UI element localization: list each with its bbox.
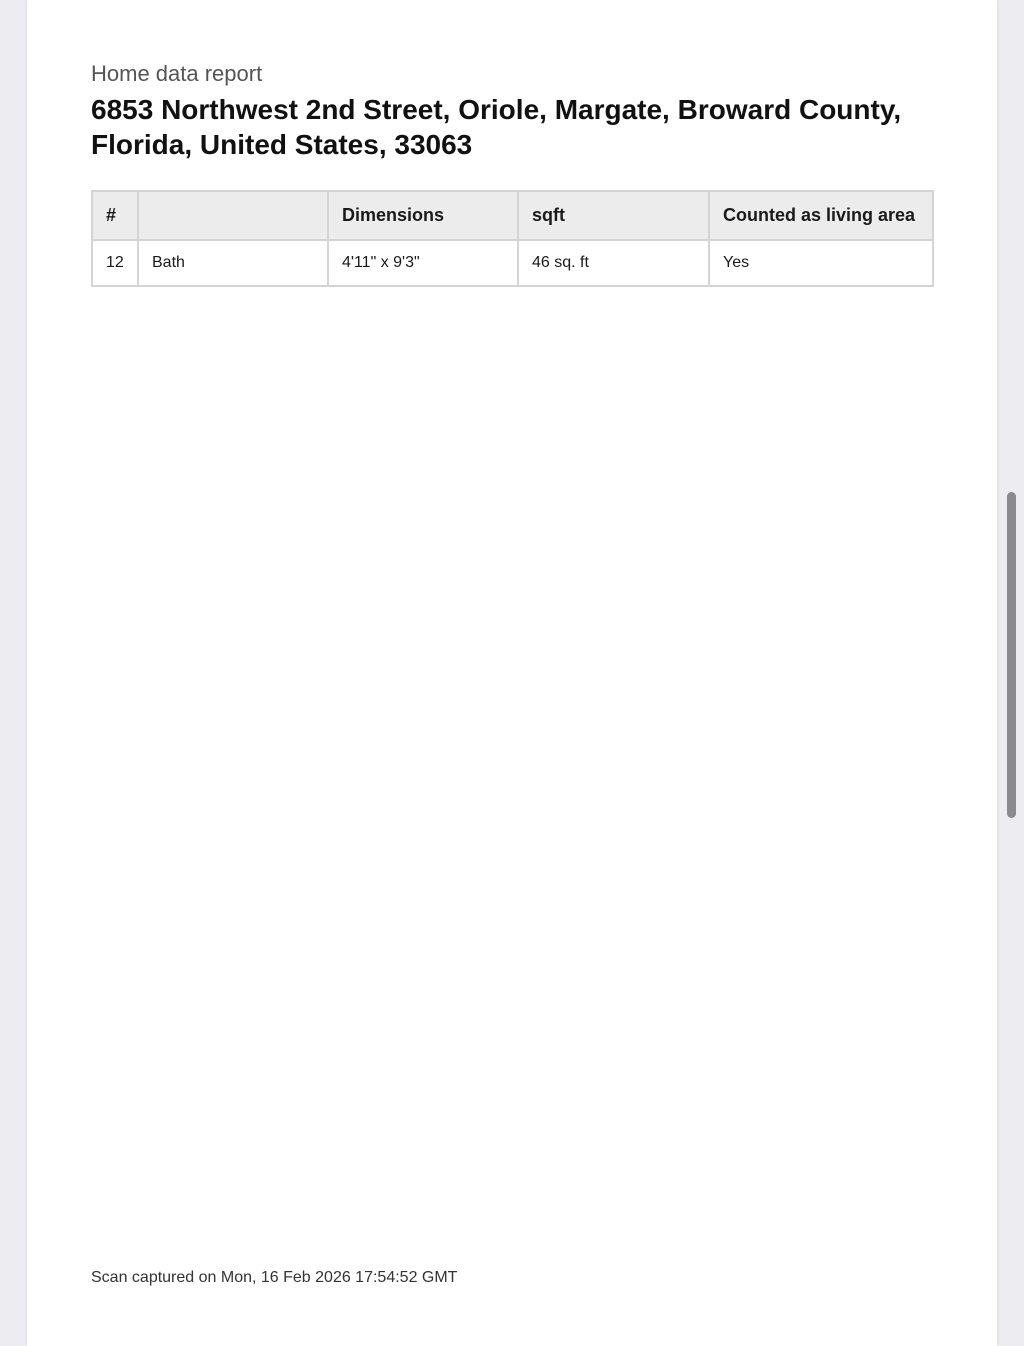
room-table bbox=[91, 190, 934, 287]
table-row bbox=[92, 240, 933, 286]
scrollbar-thumb[interactable] bbox=[1007, 492, 1016, 818]
header-dimensions: Dimensions bbox=[328, 191, 518, 240]
header-living-area: Counted as living area bbox=[709, 191, 933, 240]
table-header-row bbox=[92, 191, 933, 240]
scan-timestamp: Scan captured on Mon, 16 Feb 2026 17:54:52 GMT bbox=[91, 1269, 458, 1286]
cell-sqft: 46 sq. ft bbox=[518, 240, 709, 286]
report-address-title: 6853 Northwest 2nd Street, Oriole, Margate, Broward County, Florida, United States, 33063 bbox=[91, 94, 902, 160]
header-number: # bbox=[92, 191, 138, 240]
cell-room: Bath bbox=[138, 240, 328, 286]
report-page bbox=[27, 0, 997, 1346]
cell-dimensions: 4'11" x 9'3" bbox=[328, 240, 518, 286]
header-room bbox=[138, 191, 328, 240]
cell-living-area: Yes bbox=[709, 240, 933, 286]
header-sqft: sqft bbox=[518, 191, 709, 240]
report-subtitle: Home data report bbox=[91, 61, 263, 86]
cell-number: 12 bbox=[92, 240, 138, 286]
